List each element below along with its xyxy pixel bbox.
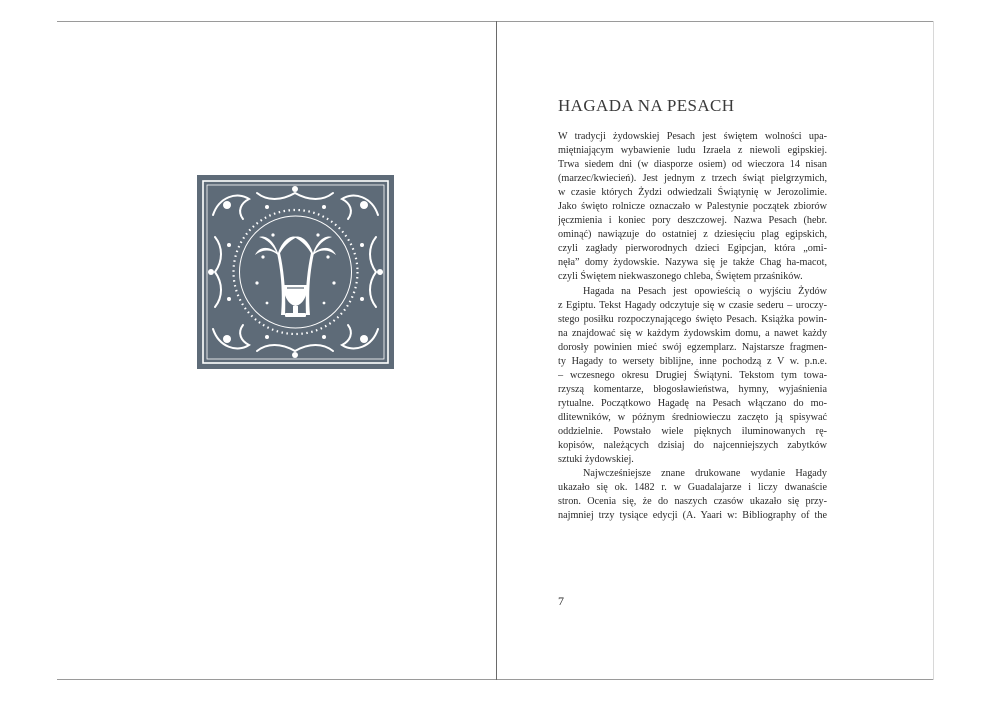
text-line: rytualne. Początkowo Hagadę na Pesach włączano do mo-: [558, 397, 827, 409]
text-line: Hagada na Pesach jest opowieścią o wyjściu Żydów: [583, 285, 827, 297]
text-line: dorosły powinien mieć swój egzemplarz. Najstarsze fragmen-: [558, 341, 827, 353]
page-edge: [933, 21, 934, 680]
text-line: Trwa siedem dni (w diasporze osiem) od wieczora 14 nisan: [558, 159, 827, 171]
text-line: stego posiłku rozpoczynającego święto Pesach. Książka powin-: [558, 313, 827, 325]
page-number: 7: [558, 594, 564, 608]
text-line: sztuki żydowskiej.: [558, 454, 634, 466]
text-line: ty Hagady to wersety biblijne, inne pochodzą z V w. p.n.e.: [558, 355, 827, 367]
text-line: dlitewników, w późnym średniowieczu zaczęto ją spisywać: [558, 411, 827, 423]
text-line: Najwcześniejsze znane drukowane wydanie Hagady: [583, 468, 827, 480]
text-line: oddzielnie. Powstało wiele pięknych iluminowanych rę-: [558, 425, 827, 437]
paragraph-3: [558, 467, 827, 523]
right-page: [497, 22, 933, 679]
body-text: [558, 130, 827, 523]
text-line: ukazało się ok. 1482 r. w Guadalajarze i liczy dwanaście: [558, 482, 827, 494]
text-line: w czasie których Żydzi odwiedzali Świątynię w Jerozolimie.: [558, 187, 827, 199]
chapter-title: HAGADA NA PESACH: [558, 96, 735, 115]
text-line: czyli zagłady pierworodnych dzieci Egipcjan, która „omi-: [558, 243, 827, 255]
text-line: na znajdować się w każdym żydowskim domu, a nawet każdy: [558, 327, 827, 339]
text-line: czyli Świętem niekwaszonego chleba, Świętem przaśników.: [558, 271, 803, 283]
text-line: ominąć) nawiązuje do ostatniej z dziesięciu plag egipskich,: [558, 229, 827, 241]
text-line: Jako święto rolnicze oznaczało w Palestynie początek zbiorów: [558, 201, 827, 213]
paragraph-1: [558, 130, 827, 285]
left-page: [57, 22, 496, 679]
text-line: z Egiptu. Tekst Hagady odczytuje się w czasie sederu – uroczy-: [558, 299, 827, 311]
text-line: – wczesnego okresu Drugiej Świątyni. Tekstom tym towa-: [558, 369, 827, 381]
text-line: kopisów, należących dzisiaj do najcenniejszych zabytków: [558, 440, 827, 452]
text-line: (marzec/kwiecień). Jest jednym z trzech świąt pielgrzymich,: [558, 173, 827, 185]
text-line: rzyszą komentarze, błogosławieństwa, hymny, wyjaśnienia: [558, 383, 827, 395]
text-line: W tradycji żydowskiej Pesach jest świętem wolności upa-: [558, 131, 827, 142]
ornamental-woodcut-cup-palms-icon: [197, 175, 394, 369]
paragraph-2: [558, 285, 827, 468]
text-line: nęła” domy żydowskie. Nazywa się je także Chag ha-macot,: [558, 257, 827, 269]
text-line: stron. Ocenia się, że do naszych czasów ukazało się przy-: [558, 496, 827, 508]
text-line: miętniającym wybawienie ludu Izraela z niewoli egipskiej.: [558, 145, 827, 157]
text-line: najmniej trzy tysiące edycji (A. Yaari w: Bibliography of the: [558, 510, 827, 522]
text-line: jęczmienia i koniec pory deszczowej. Nazwa Pesach (hebr.: [558, 215, 827, 227]
